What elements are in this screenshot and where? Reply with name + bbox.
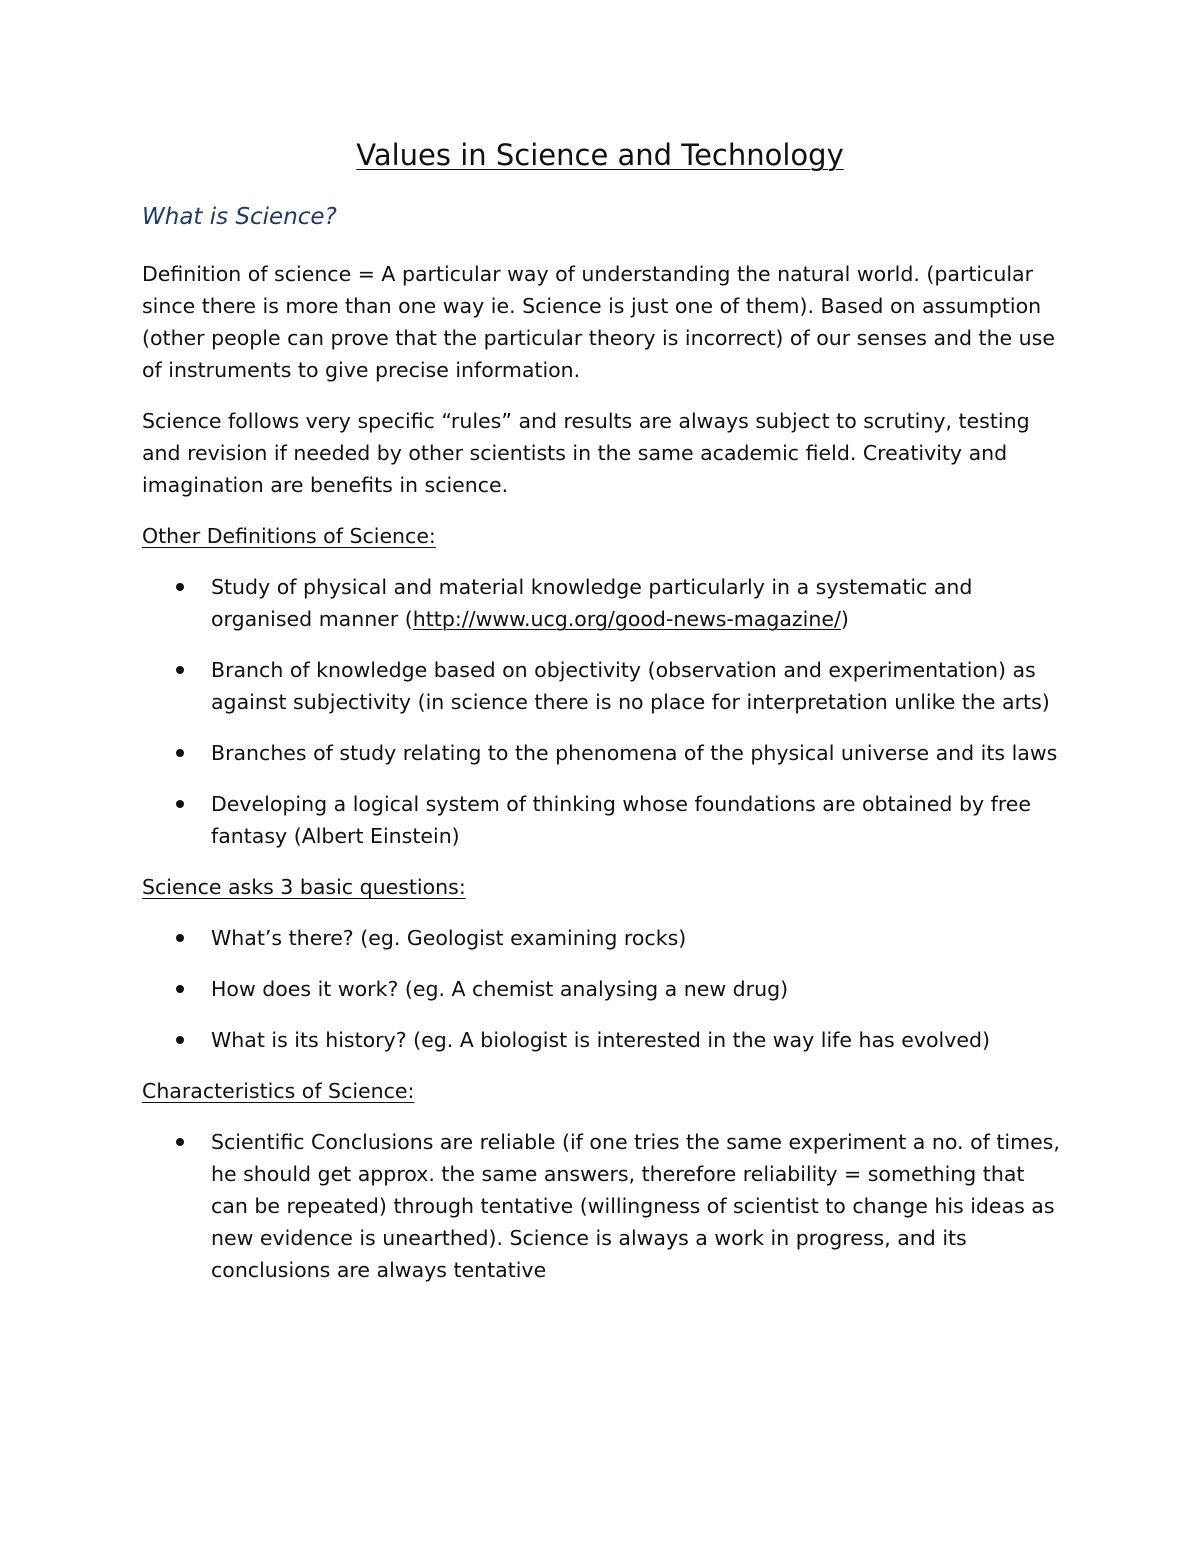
bullet-icon — [176, 934, 184, 942]
bullet-icon — [176, 583, 184, 591]
section-heading-basic-questions: Science asks 3 basic questions: — [142, 875, 466, 899]
bullet-icon — [176, 666, 184, 674]
document-title: Values in Science and Technology — [356, 138, 844, 172]
bullet-list-questions — [142, 922, 1067, 1056]
list-item — [142, 1126, 1067, 1286]
list-item-text: How does it work? (eg. A chemist analysing a new drug) — [211, 977, 789, 1001]
list-item-text: Branch of knowledge based on objectivity (observation and experimentation) as against subjectivity (in science there is no place for interpretation unlike the arts) — [211, 658, 1050, 714]
document-body — [142, 258, 1067, 1305]
list-item-text: Branches of study relating to the phenomena of the physical universe and its laws — [211, 741, 1058, 765]
bullet-icon — [176, 800, 184, 808]
bullet-icon — [176, 1138, 184, 1146]
list-item — [142, 788, 1067, 852]
section-heading-what-is-science: What is Science? — [142, 204, 337, 230]
list-item — [142, 654, 1067, 718]
bullet-icon — [176, 749, 184, 757]
intro-paragraph: Definition of science = A particular way of understanding the natural world. (particular since there is more than one way ie. Science is just one of them). Based on assumption (other people can prove that the particular theory is incorrect) of our senses and the use of instruments to give precise information. — [142, 262, 1055, 382]
list-item — [142, 571, 1067, 635]
list-item — [142, 922, 1067, 954]
list-item-text: Developing a logical system of thinking whose foundations are obtained by free fantasy (Albert Einstein) — [211, 792, 1032, 848]
list-item-text: Study of physical and material knowledge particularly in a systematic and organised manner ( — [211, 575, 973, 631]
source-link[interactable]: http://www.ucg.org/good-news-magazine/ — [412, 607, 841, 631]
list-item — [142, 973, 1067, 1005]
list-item — [142, 737, 1067, 769]
section-heading-characteristics: Characteristics of Science: — [142, 1079, 415, 1103]
bullet-icon — [176, 1036, 184, 1044]
bullet-list-definitions — [142, 571, 1067, 852]
list-item-text: What is its history? (eg. A biologist is interested in the way life has evolved) — [211, 1028, 990, 1052]
intro-paragraph: Science follows very specific “rules” and results are always subject to scrutiny, testing and revision if needed by other scientists in the same academic field. Creativity and imagination are benefits in science. — [142, 409, 1030, 497]
list-item-text: What’s there? (eg. Geologist examining rocks) — [211, 926, 687, 950]
bullet-list-characteristics — [142, 1126, 1067, 1286]
section-heading-other-definitions: Other Definitions of Science: — [142, 524, 436, 548]
bullet-icon — [176, 985, 184, 993]
list-item-text: Scientific Conclusions are reliable (if one tries the same experiment a no. of times, he should get approx. the same answers, therefore reliability = something that can be repeated) through tentative (willingness of scientist to change his ideas as new evidence is unearthed). Science is always a work in progress, and its conclusions are always tentative — [211, 1130, 1060, 1282]
list-item — [142, 1024, 1067, 1056]
list-item-text-suffix: ) — [840, 607, 849, 631]
